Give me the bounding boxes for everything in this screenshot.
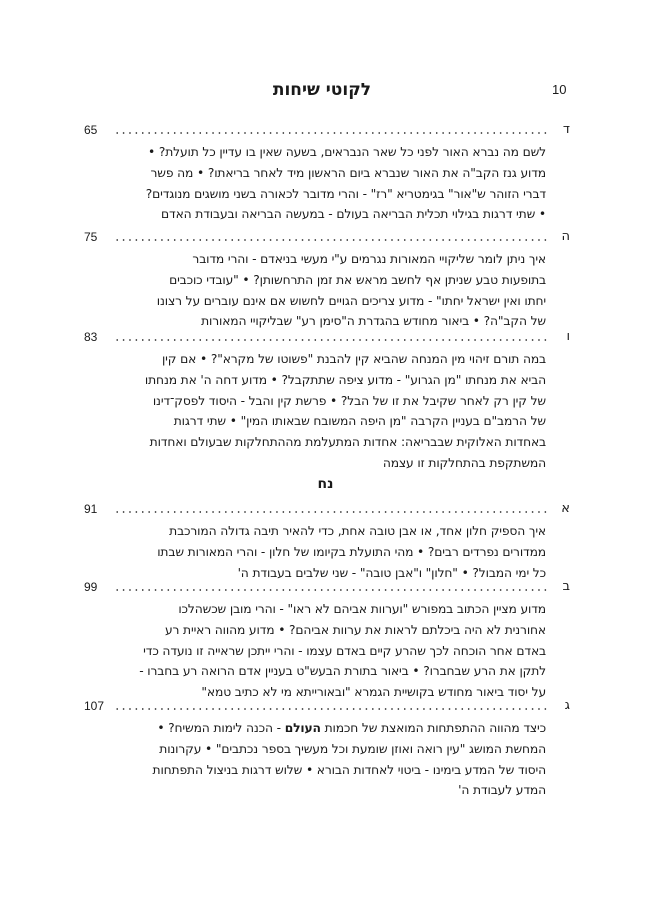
summary-line: ממדורים נפרדים רבים? • מהי התועלת בקיומו של חלון - והרי המאורות שבתו xyxy=(157,544,546,559)
entry-letter: ו xyxy=(566,329,570,344)
entry-page-number: 65 xyxy=(84,123,98,137)
entry-page-number: 107 xyxy=(84,699,105,713)
entry-page-number: 83 xyxy=(84,330,98,344)
entry-page-number: 91 xyxy=(84,502,98,516)
entry-page-number: 75 xyxy=(84,230,98,244)
entry-page-number: 99 xyxy=(84,580,98,594)
summary-line: באדם אחר הוכחה לכך שהרע קיים באדם עצמו - והרי ייתכן שראייה זו נועדה כדי xyxy=(143,643,546,658)
summary-line: מדוע מציין הכתוב במפורש "וערוות אביהם לא ראו" - והרי מובן שכשהלכו xyxy=(178,602,546,616)
toc-entry-head[interactable] xyxy=(84,328,570,346)
toc-entry xyxy=(84,328,570,474)
toc-entry-head[interactable] xyxy=(84,228,570,246)
dot-leader xyxy=(114,511,550,513)
summary-line: אחורנית לא היה ביכלתם לראות את ערוות אביהם? • מדוע מהווה ראיית רע xyxy=(164,622,546,637)
dot-leader xyxy=(114,239,550,241)
summary-line: המחשת המושג "עין רואה ואוזן שומעת וכל מעשיך בספר נכתבים" • עקרונות xyxy=(159,741,546,756)
dot-leader xyxy=(114,339,550,341)
summary-line: בתופעות טבע שניתן אף לחשב מראש את זמן התרחשותן? • "עובדי כוכבים xyxy=(169,272,546,287)
summary-text: - הכנה לימות המשיח? • xyxy=(157,721,285,735)
summary-line: של קין רק לאחר שקיבל את זו של הבל? • פרשת קין והבל - היסוד לפסק־דינו xyxy=(152,393,546,408)
summary-line: המדע לעבודת ה' xyxy=(458,783,546,798)
summary-line: של הקב"ה? • ביאור מחודש בהגדרת ה"סימן רע" שבליקויי המאורות xyxy=(201,314,546,329)
summary-line: יחתו ואין ישראל יחתו" - מדוע צריכים הגויים לחשוש אם אינם עוברים על רצונו xyxy=(156,293,546,308)
summary-line: במה תורם זיהוי מין המנחה שהביא קין להבנת "פשוטו של מקרא"? • אם קין xyxy=(161,352,546,366)
entry-summary xyxy=(84,718,570,801)
toc-entry-head[interactable] xyxy=(84,578,570,596)
entry-summary xyxy=(84,599,570,703)
entry-letter: ג xyxy=(564,698,570,713)
page-number: 10 xyxy=(552,82,567,97)
summary-line xyxy=(96,718,546,739)
summary-line: איך הספיק חלון אחד, או אבן טובה אחת, כדי להאיר תיבה גדולה המורכבת xyxy=(169,524,546,538)
summary-line: כל ימי המבול? • "חלון" ו"אבן טובה" - שני שלבים בעבודת ה' xyxy=(237,565,546,580)
toc-entry-head[interactable] xyxy=(84,697,570,715)
summary-line: המשתקפת בהתחלקות זו עצמה xyxy=(382,455,546,470)
summary-line: היסוד של המדע בימינו - ביטוי לאחדות הבורא • שלוש דרגות בניצול התפתחות xyxy=(152,762,546,777)
summary-line: הביא את מנחתו "מן הגרוע" - מדוע ציפה שתתקבל? • מדוע דחה ה' את מנחתו xyxy=(144,372,546,387)
entry-letter: ב xyxy=(562,579,570,594)
summary-line: לשם מה נברא האור לפני כל שאר הנבראים, בשעה שאין בו עדיין כל תועלת? • xyxy=(147,145,546,159)
toc-entry xyxy=(84,228,570,332)
dot-leader xyxy=(114,132,550,134)
summary-line: • שתי דרגות בגילוי תכלית הבריאה בעולם - במעשה הבריאה ובעבודת האדם xyxy=(161,207,546,222)
entry-letter: א xyxy=(561,501,570,516)
emphasized-word: העולם xyxy=(284,721,321,735)
toc-entry-head[interactable] xyxy=(84,500,570,518)
summary-line: לתקן את הרע שבחברו? • ביאור בתורת הבעש"ט בעניין אדם הרואה רע בחברו - xyxy=(139,664,546,679)
dot-leader xyxy=(114,708,550,710)
toc-entry-head[interactable] xyxy=(84,121,570,139)
summary-line: איך ניתן לומר שליקויי המאורות נגרמים ע"י מעשי בניאדם - והרי מדובר xyxy=(192,252,546,266)
entry-summary xyxy=(84,142,570,225)
entry-summary xyxy=(84,349,570,474)
entry-letter: ד xyxy=(562,122,570,137)
book-title: לקוטי שיחות xyxy=(272,80,371,100)
summary-line: מדוע גנז הקב"ה את האור שנברא ביום הראשון מיד לאחר בריאתו? • מה פשר xyxy=(150,165,546,180)
summary-line: על יסוד ביאור מחודש בקושיית הגמרא "ובאורייתא מי לא כתיב טמא" xyxy=(201,685,546,700)
dot-leader xyxy=(114,589,550,591)
section-title: נח xyxy=(317,476,334,492)
page-header xyxy=(0,80,651,104)
summary-line: דברי הזוהר ש"אור" בגימטריא "רז" - והרי מדובר לכאורה בשני מושגים מנוגדים? xyxy=(145,186,546,201)
toc-entry xyxy=(84,500,570,583)
entry-letter: ה xyxy=(561,229,570,244)
entry-summary xyxy=(84,249,570,332)
entry-summary xyxy=(84,521,570,583)
toc-entry xyxy=(84,578,570,703)
toc-entry xyxy=(84,121,570,225)
summary-text: כיצד מהווה ההתפתחות המואצת של חכמות xyxy=(324,721,546,735)
summary-line: של הרמב"ם בעניין הקרבה "מן היפה המשובח שבאותו המין" • שתי דרגות xyxy=(173,414,546,429)
toc-entry xyxy=(84,697,570,801)
summary-line: באחדות האלוקית שבבריאה: אחדות המתעלמת מההתחלקות שבעולם ואחדות xyxy=(149,435,546,450)
